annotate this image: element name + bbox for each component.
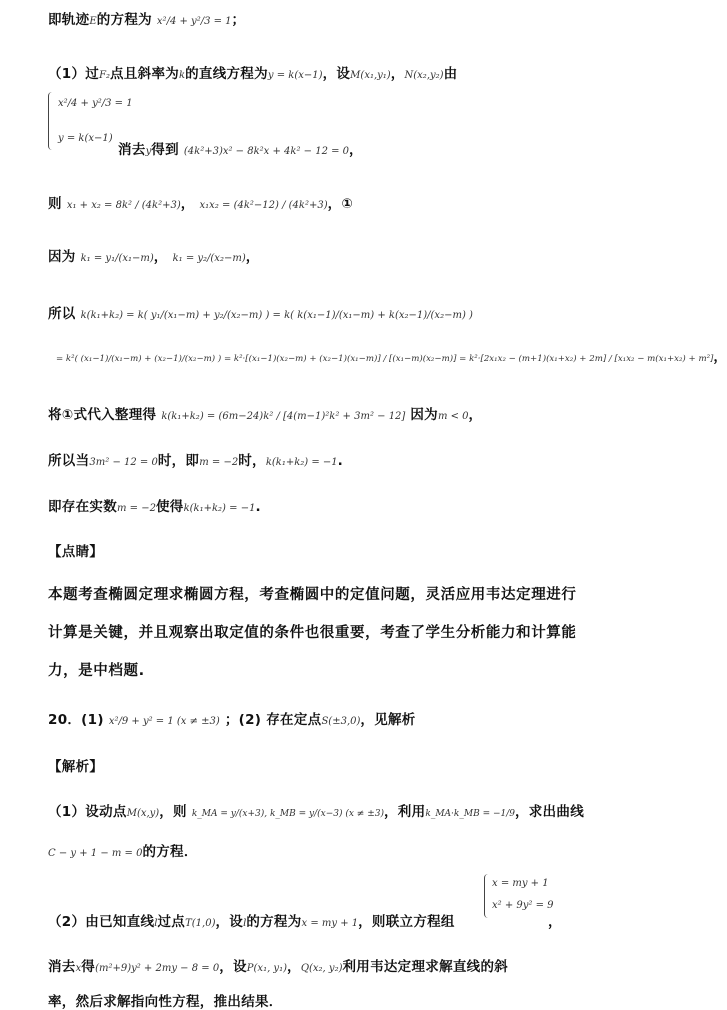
solution-line-6: 所以 k(k₁+k₂) = k( y₁/(x₁−m) + y₂/(x₂−m) ) = k( k(x₁−1)/(x₁−m) + k(x₂−1)/(x₂−m) ) xyxy=(48,306,473,322)
solution-line-8: 将①式代入整理得 k(k₁+k₂) = (6m−24)k² / [4(m−1)²k² + 3m² − 12] 因为m < 0， xyxy=(48,407,483,423)
jiexi-system-brace xyxy=(484,874,491,918)
jiexi-heading: 【解析】 xyxy=(48,759,104,775)
solution-line-4: 则 x₁ + x₂ = 8k² / (4k²+3)， x₁x₂ = (4k²−12) / (4k²+3)，① xyxy=(48,196,354,212)
solution-line-5: 因为 k₁ = y₁/(x₁−m)， k₁ = y₂/(x₂−m)， xyxy=(48,249,260,265)
solution-line-3: 消去y得到 (4k²+3)x² − 8k²x + 4k² − 12 = 0， xyxy=(118,142,363,158)
jiexi-line-4: 消去x得(m²+9)y² + 2my − 8 = 0，设P(x₁, y₁)，Q(x₂, y₂)利用韦达定理求解直线的斜 xyxy=(48,959,509,975)
jiexi-line-2: C − y + 1 − m = 0的方程． xyxy=(48,844,198,860)
equation-system-brace xyxy=(48,92,55,150)
solution-line-10: 即存在实数m = −2使得k(k₁+k₂) = −1. xyxy=(48,499,261,515)
jiexi-line-3-end: ， xyxy=(548,914,562,930)
solution-line-2: （1）过F₂点且斜率为k的直线方程为y = k(x−1)，设M(x₁,y₁)，N(x₂,y₂)由 xyxy=(48,66,458,82)
jiexi-line-1: （1）设动点M(x,y)，则 k_MA = y/(x+3), k_MB = y/(x−3) (x ≠ ±3)，利用k_MA·k_MB = −1/9，求出曲线 xyxy=(48,804,584,820)
question-20-answer: 20．(1) x²/9 + y² = 1 (x ≠ ±3) ；(2) 存在定点S(±3,0)，见解析 xyxy=(48,712,416,728)
dianjing-paragraph-line-1: 本题考查椭圆定理求椭圆方程，考查椭圆中的定值问题，灵活应用韦达定理进行 xyxy=(48,587,577,603)
solution-line-9: 所以当3m² − 12 = 0时，即m = −2时，k(k₁+k₂) = −1. xyxy=(48,453,344,469)
jiexi-line-5: 率，然后求解指向性方程，推出结果． xyxy=(48,994,283,1010)
solution-line-7: = k²( (x₁−1)/(x₁−m) + (x₂−1)/(x₂−m) ) = k²·[(x₁−1)(x₂−m) + (x₂−1)(x₁−m)] / [(x₁−m)(x₂−m)] = k²·[2x₁x₂ − (m+1)(x₁+x₂) + 2m] / [x₁x₂ − m(x₁+x₂) + m²]， xyxy=(56,349,727,365)
solution-line-1: 即轨迹E的方程为 x²/4 + y²/3 = 1； xyxy=(48,12,246,28)
jiexi-line-3: （2）由已知直线l过点T(1,0)，设l的方程为x = my + 1，则联立方程组 xyxy=(48,914,455,930)
system-equation-1: x²/4 + y²/3 = 1 xyxy=(58,98,133,109)
jiexi-system-equation-1: x = my + 1 xyxy=(492,878,549,889)
system-equation-2: y = k(x−1) xyxy=(58,133,113,144)
dianjing-paragraph-line-3: 力，是中档题. xyxy=(48,663,145,679)
dianjing-paragraph-line-2: 计算是关键，并且观察出取定值的条件也很重要，考查了学生分析能力和计算能 xyxy=(48,625,577,641)
dianjing-heading: 【点睛】 xyxy=(48,544,104,560)
jiexi-system-equation-2: x² + 9y² = 9 xyxy=(492,900,554,911)
